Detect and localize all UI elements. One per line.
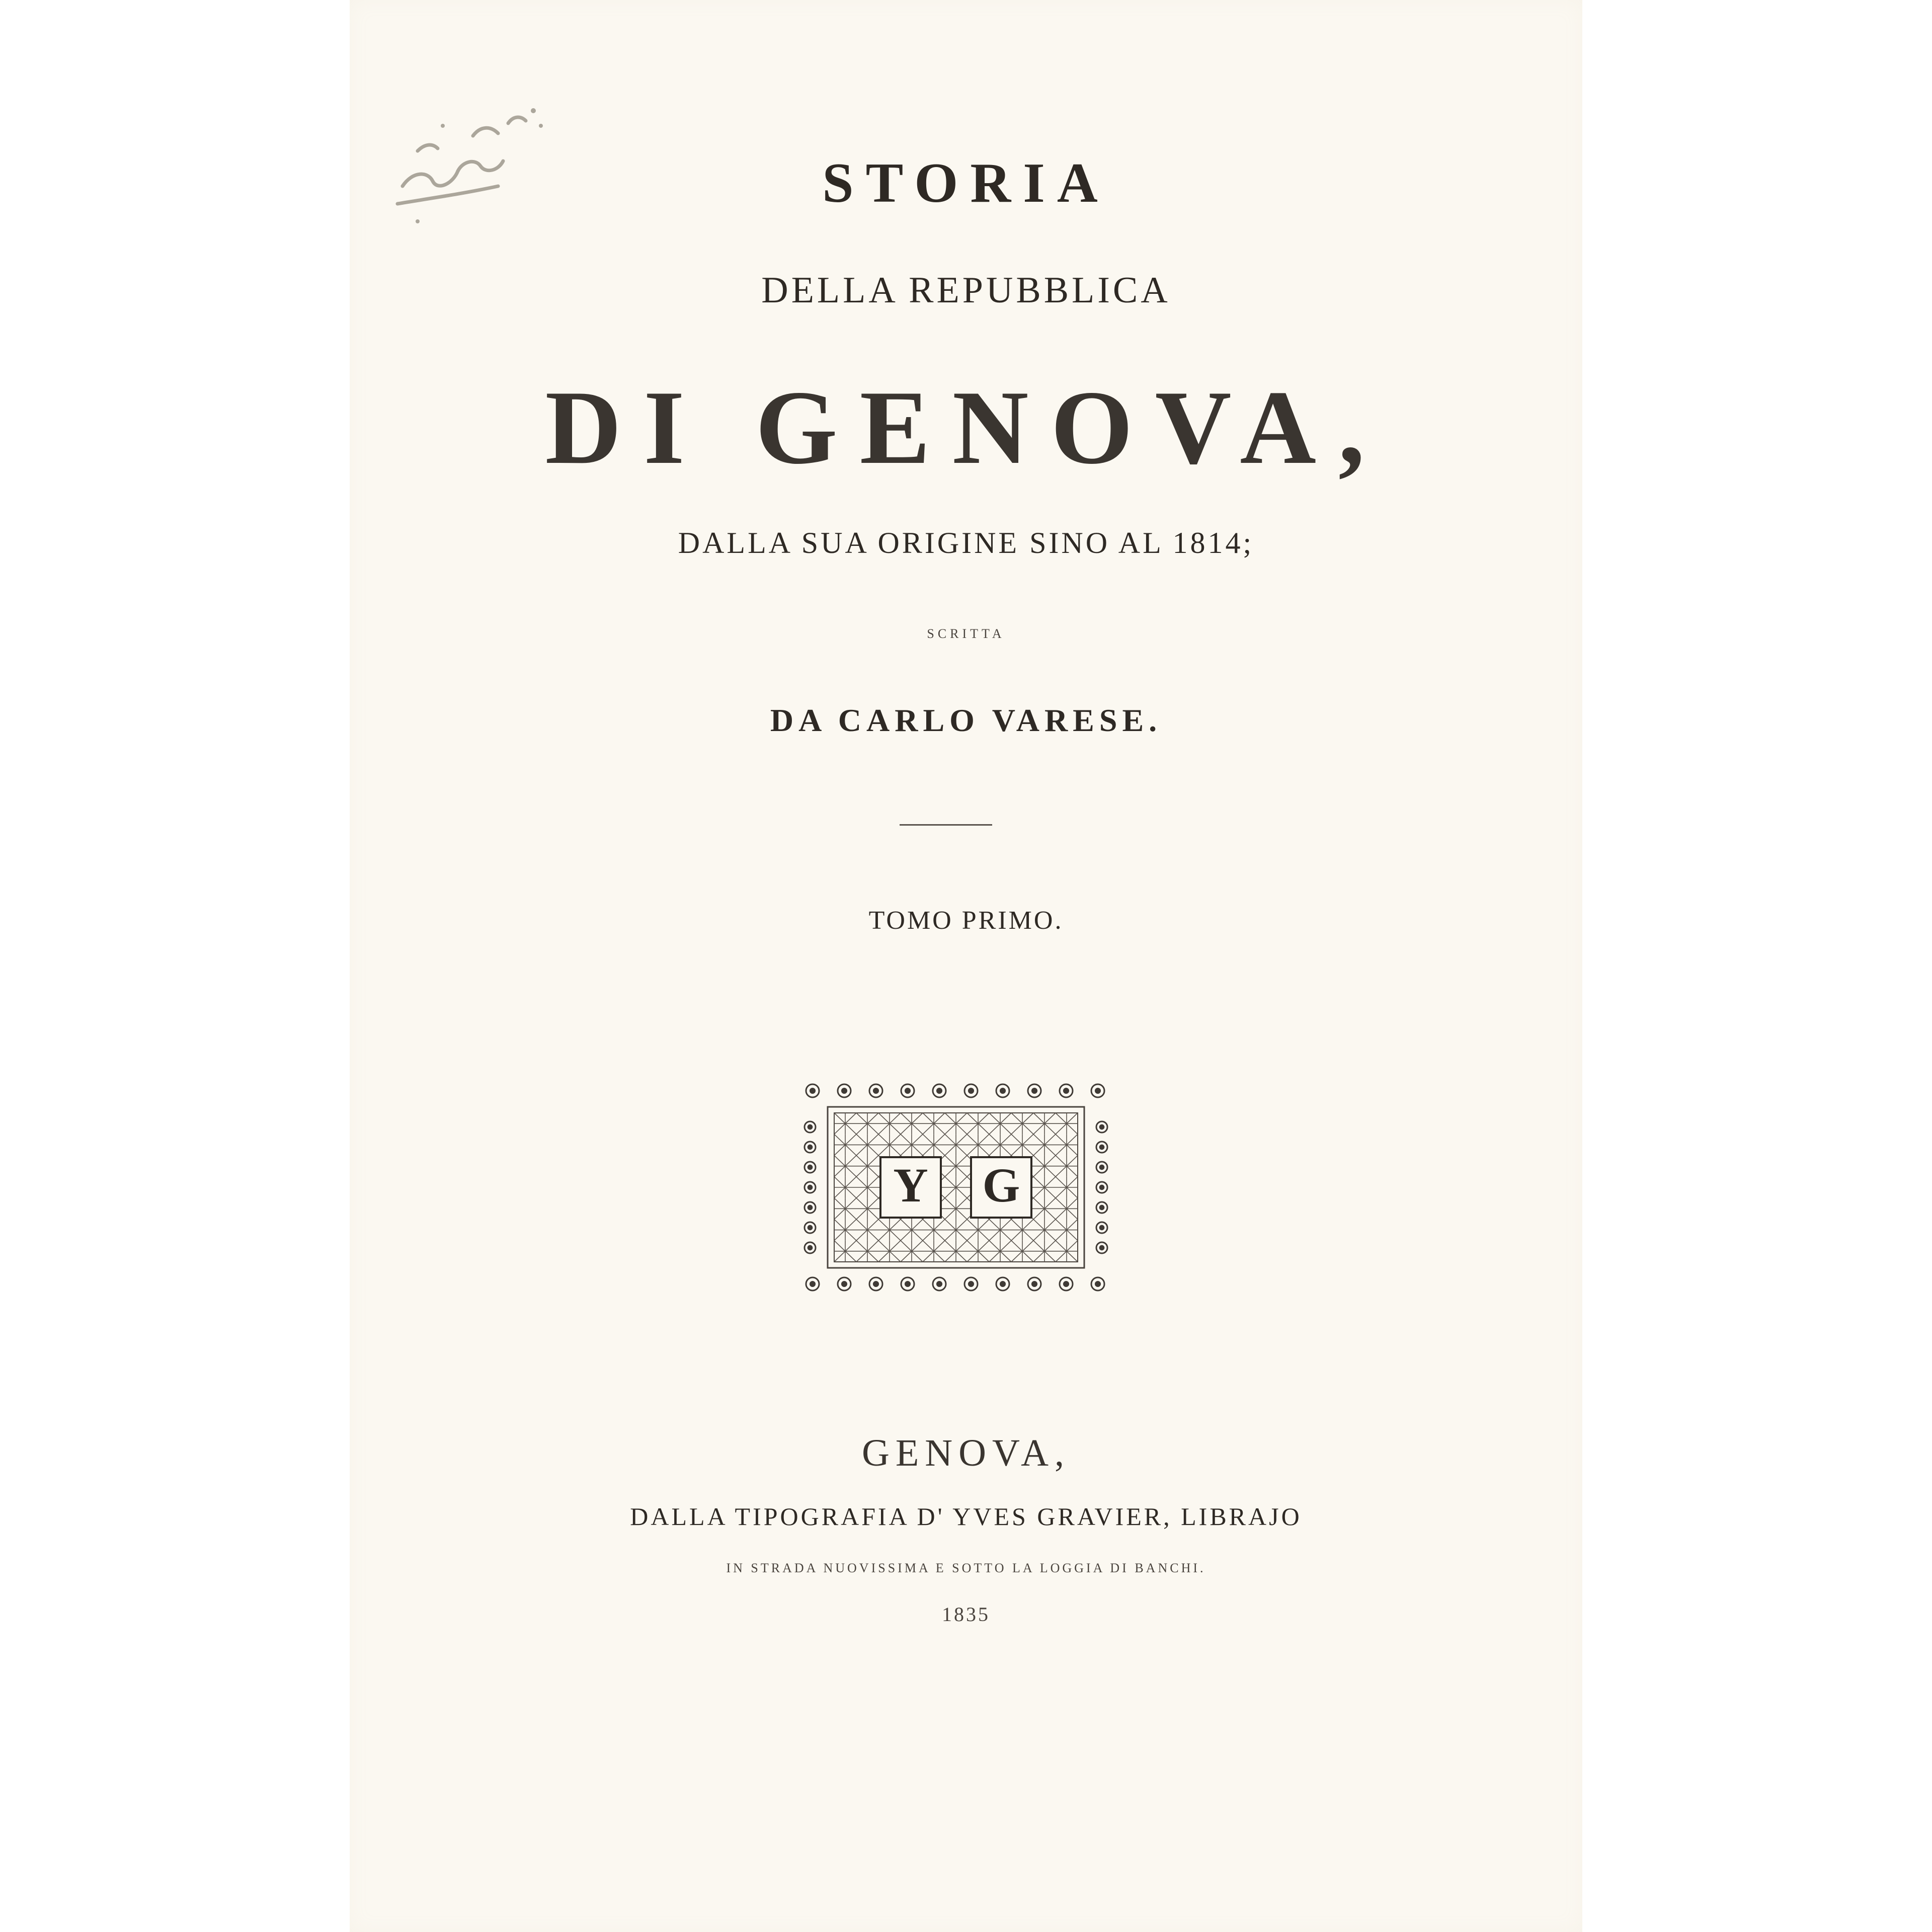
- scritta-line: SCRITTA: [927, 626, 1005, 641]
- title-storia: STORIA: [822, 152, 1110, 214]
- printer-mark-icon: [800, 1077, 1112, 1298]
- period-line: DALLA SUA ORIGINE SINO AL 1814;: [678, 526, 1254, 559]
- imprint-city: GENOVA,: [861, 1432, 1071, 1474]
- subtitle-repubblica: DELLA REPUBBLICA: [761, 270, 1171, 311]
- main-title-genova: DI GENOVA,: [545, 369, 1387, 486]
- monogram-g: G: [982, 1158, 1020, 1212]
- monogram-y: Y: [893, 1158, 928, 1212]
- imprint-address: IN STRADA NUOVISSIMA E SOTTO LA LOGGIA DI BANCHI.: [726, 1561, 1206, 1575]
- imprint-year: 1835: [942, 1603, 990, 1626]
- volume-line: TOMO PRIMO.: [868, 906, 1064, 935]
- imprint-printer: DALLA TIPOGRAFIA D' YVES GRAVIER, LIBRAJO: [630, 1502, 1302, 1531]
- author-line: DA CARLO VARESE.: [770, 702, 1162, 738]
- divider-rule: [900, 824, 992, 826]
